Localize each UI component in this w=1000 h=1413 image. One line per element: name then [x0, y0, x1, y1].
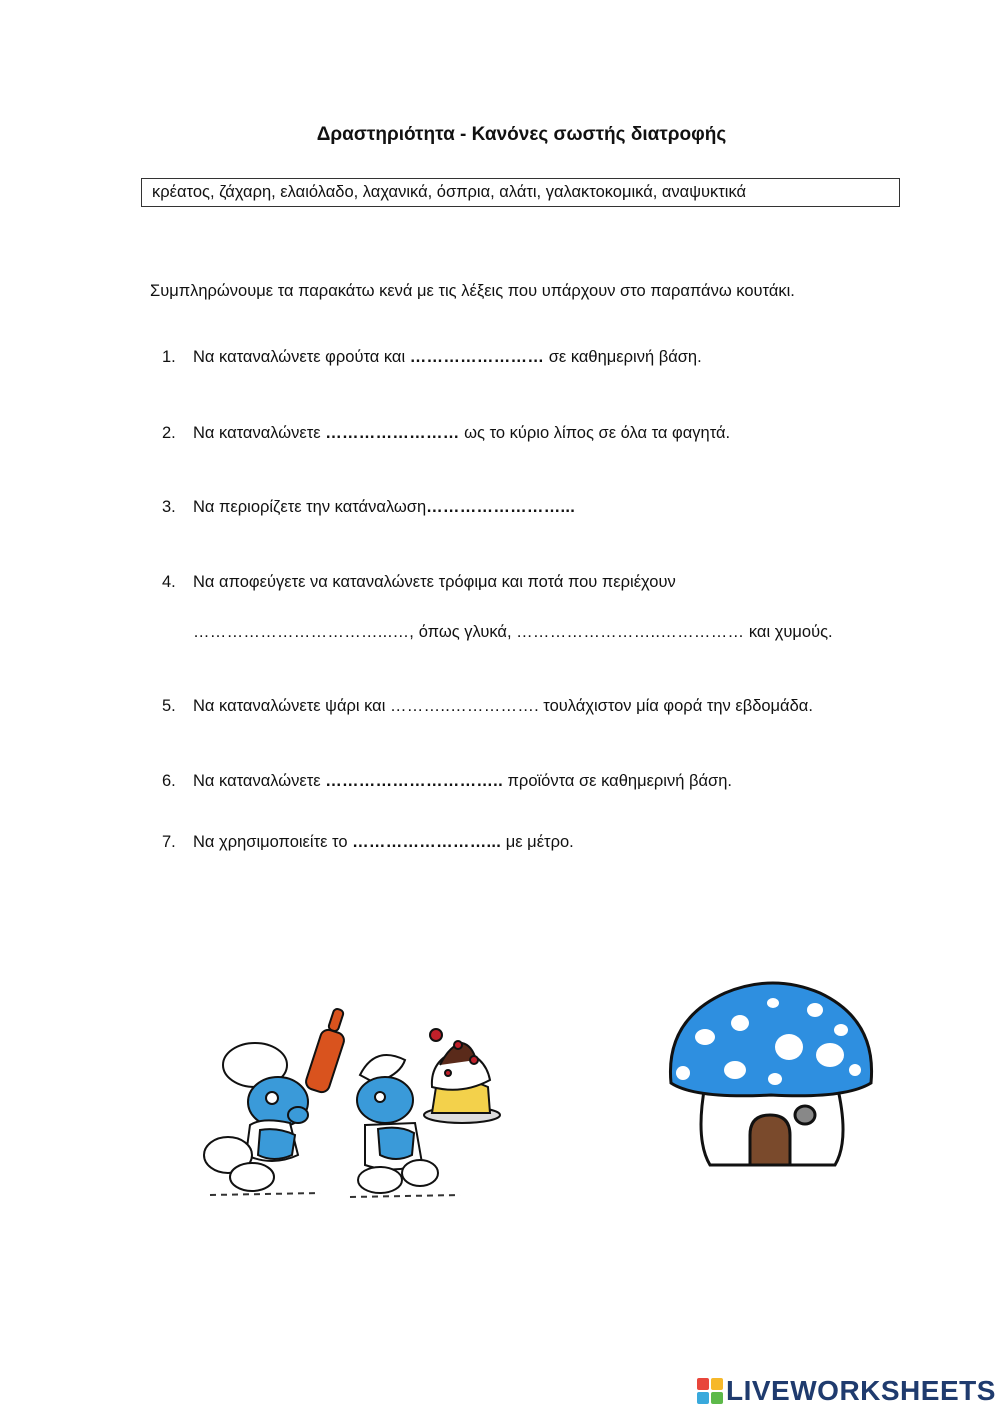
item-text: Να περιορίζετε την κατάναλωση — [193, 498, 427, 516]
item-text: Να καταναλώνετε φρούτα και — [193, 348, 410, 366]
item-number: 2. — [162, 424, 176, 442]
smurf-bakers-illustration — [200, 1005, 505, 1205]
item-text: σε καθημερινή βάση. — [544, 348, 702, 366]
item-text: . τουλάχιστον μία φορά την εβδομάδα. — [534, 697, 813, 715]
answer-blank[interactable]: ……………………..…………… — [516, 623, 745, 641]
exercise-item-6 — [162, 772, 732, 791]
exercise-item-1 — [162, 348, 702, 367]
answer-blank[interactable]: ……………………... — [352, 833, 502, 851]
answer-blank[interactable]: …………………… — [325, 424, 460, 442]
item-number: 5. — [162, 697, 176, 715]
item-number: 7. — [162, 833, 176, 851]
item-text: και χυμούς. — [744, 623, 833, 641]
item-text: Να καταναλώνετε ψάρι και — [193, 697, 390, 715]
word-bank-box: κρέατος, ζάχαρη, ελαιόλαδο, λαχανικά, όσπρια, αλάτι, γαλακτοκομικά, αναψυκτικά — [141, 178, 900, 207]
page-title: Δραστηριότητα - Κανόνες σωστής διατροφής — [316, 124, 727, 145]
item-text: Να αποφεύγετε να καταναλώνετε τρόφιμα και ποτά που περιέχουν — [193, 573, 676, 591]
item-number: 4. — [162, 573, 176, 591]
item-text: Να καταναλώνετε — [193, 424, 326, 442]
item-number: 1. — [162, 348, 176, 366]
answer-blank[interactable]: ……………………………...…, — [193, 623, 415, 641]
answer-blank[interactable]: ……………………... — [426, 498, 576, 516]
answer-blank[interactable]: ………..…………… — [389, 697, 535, 715]
exercise-item-5 — [162, 697, 813, 716]
item-text: με μέτρο. — [501, 833, 574, 851]
item-text: Να χρησιμοποιείτε το — [193, 833, 353, 851]
item-text: όπως γλυκά, — [414, 623, 517, 641]
item-number: 3. — [162, 498, 176, 516]
answer-blank[interactable]: …………………… — [409, 348, 545, 366]
item-text: Να καταναλώνετε — [193, 772, 326, 790]
instructions: Συμπληρώνουμε τα παρακάτω κενά με τις λέξεις που υπάρχουν στο παραπάνω κουτάκι. — [150, 282, 795, 300]
exercise-item-4-line2 — [193, 623, 833, 642]
exercise-item-2 — [162, 424, 730, 443]
logo-text: LIVEWORKSHEETS — [726, 1375, 996, 1406]
answer-blank[interactable]: ………………………….. — [325, 772, 503, 790]
item-text: προϊόντα σε καθημερινή βάση. — [502, 772, 732, 790]
exercise-item-7 — [162, 833, 574, 852]
logo-icon — [697, 1378, 723, 1404]
exercise-item-3 — [162, 498, 575, 517]
mushroom-house-illustration — [665, 975, 877, 1180]
liveworksheets-logo — [697, 1374, 996, 1408]
exercise-item-4 — [162, 573, 676, 592]
item-number: 6. — [162, 772, 176, 790]
item-text: ως το κύριο λίπος σε όλα τα φαγητά. — [459, 424, 731, 442]
